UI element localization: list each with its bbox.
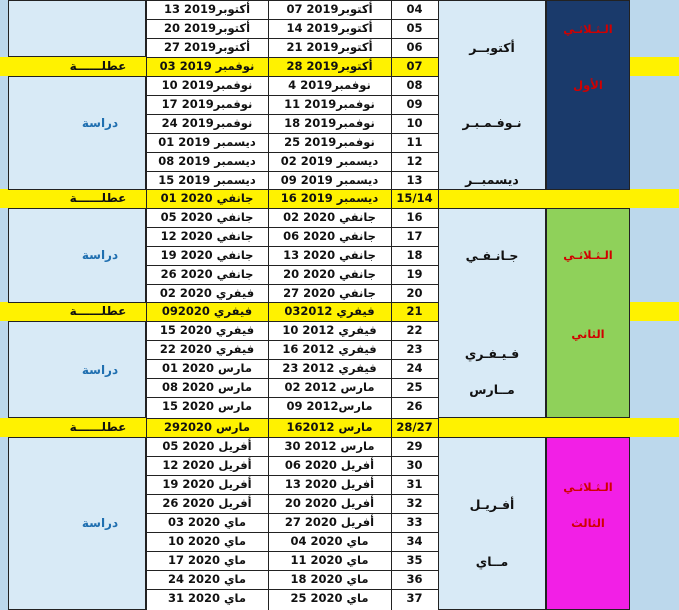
week-number: 34 [406, 534, 423, 548]
week-number: 10 [406, 116, 423, 130]
week-start: 11 ماي 2020 [290, 553, 369, 567]
month-label: مــاي [475, 554, 509, 569]
week-end: 24 نوفمبر2019 [161, 116, 253, 130]
week-number: 17 [406, 229, 423, 243]
week-start: 27 جانفي 2020 [283, 286, 376, 300]
week-number: 12 [406, 154, 423, 168]
month-label: نـوفـمـبـر [462, 115, 522, 130]
week-end: 31 ماي 2020 [167, 591, 246, 605]
week-end: 29مارس 2020 [164, 420, 250, 434]
week-number: 23 [406, 342, 423, 356]
week-number: 32 [406, 496, 423, 510]
week-number: 24 [406, 361, 423, 375]
month-label: فـيـفـري [464, 346, 520, 361]
week-number: 09 [406, 97, 423, 111]
study-note: دراسة [81, 516, 119, 530]
holiday-label: عطلــــــة [69, 191, 127, 205]
week-number: 11 [406, 135, 423, 149]
week-start: 10 فيفري 2012 [282, 323, 377, 337]
week-end: 13 أكتوبر2019 [163, 2, 251, 16]
month-label: مــارس [469, 382, 515, 397]
week-start: 06 أفريل 2020 [284, 458, 375, 472]
week-end: 19 أفريل 2020 [162, 477, 252, 491]
week-number: 26 [406, 399, 423, 413]
week-start: 13 جانفي 2020 [283, 248, 376, 262]
week-start: 25 ماي 2020 [290, 591, 369, 605]
week-end: 27 أكتوبر2019 [163, 40, 251, 54]
week-start: 02 مارس 2012 [284, 380, 375, 394]
week-number: 28/27 [396, 420, 433, 434]
week-number: 08 [406, 78, 423, 92]
week-end: 15 ديسمبر 2019 [158, 173, 256, 187]
week-start: 14 أكتوبر2019 [286, 21, 373, 35]
grid-line [438, 0, 439, 610]
term-label: الـثـلاثـي [563, 248, 613, 262]
week-start: 28 أكتوبر2019 [286, 59, 373, 73]
week-end: 01 جانفي 2020 [160, 191, 254, 205]
week-end: 01 مارس 2020 [162, 361, 252, 375]
week-number: 04 [406, 2, 423, 16]
week-number: 06 [406, 40, 423, 54]
week-end: 19 جانفي 2020 [160, 248, 254, 262]
week-number: 21 [406, 304, 423, 318]
week-end: 02 فيفري 2020 [159, 286, 255, 300]
week-start: 02 ديسمبر 2019 [280, 154, 379, 168]
week-end: 03 نوفمبر 2019 [159, 59, 255, 73]
week-start: 4 نوفمبر2019 [288, 78, 371, 92]
week-start: 07 أكتوبر2019 [286, 2, 373, 16]
term-label: الثاني [571, 327, 605, 341]
week-number: 13 [406, 173, 423, 187]
week-number: 19 [406, 267, 423, 281]
week-start: 30 مارس 2012 [284, 439, 375, 453]
holiday-label: عطلــــــة [69, 420, 127, 434]
month-col-3 [438, 437, 546, 610]
week-start: 23 فيفري 2012 [282, 361, 377, 375]
month-label: أكتوبــر [469, 40, 515, 55]
month-label: جـانـفـي [465, 248, 519, 263]
week-number: 20 [406, 286, 423, 300]
week-start: 04 ماي 2020 [290, 534, 369, 548]
week-number: 18 [406, 248, 423, 262]
week-start: 06 جانفي 2020 [283, 229, 376, 243]
week-end: 05 جانفي 2020 [160, 210, 254, 224]
week-number: 22 [406, 323, 423, 337]
week-end: 03 ماي 2020 [167, 515, 246, 529]
week-end: 10 ماي 2020 [167, 534, 246, 548]
week-end: 17 ماي 2020 [167, 553, 246, 567]
week-start: 02 جانفي 2020 [283, 210, 376, 224]
month-label: أفـريـل [469, 497, 515, 512]
note-col-1 [8, 76, 146, 190]
week-number: 25 [406, 380, 423, 394]
week-end: 24 ماي 2020 [167, 572, 246, 586]
week-start: 16مارس 2012 [286, 420, 373, 434]
week-end: 20 أكتوبر2019 [163, 21, 251, 35]
week-end: 12 جانفي 2020 [160, 229, 254, 243]
week-start: 25 نوفمبر2019 [284, 135, 375, 149]
week-end: 08 ديسمبر 2019 [158, 154, 256, 168]
term-label: الـثـلاثـي [563, 22, 613, 36]
week-start: 13 أفريل 2020 [284, 477, 375, 491]
week-start: 09 ديسمبر 2019 [280, 173, 379, 187]
study-note: دراسة [81, 116, 119, 130]
term2-block [546, 208, 630, 418]
week-end: 15 مارس 2020 [162, 399, 252, 413]
week-number: 15/14 [396, 191, 433, 205]
week-start: 27 أفريل 2020 [284, 515, 375, 529]
week-start: 09 مارس2012 [286, 399, 373, 413]
term-label: الـثـلاثـي [563, 480, 613, 494]
week-number: 31 [406, 477, 423, 491]
week-end: 17 نوفمبر2019 [161, 97, 253, 111]
week-end: 15 فيفري 2020 [159, 323, 255, 337]
week-number: 30 [406, 458, 423, 472]
note-col-0 [8, 0, 146, 57]
week-end: 10 نوفمبر2019 [161, 78, 253, 92]
week-number: 37 [406, 591, 423, 605]
month-label: ديسمبــر [465, 172, 519, 187]
week-number: 36 [406, 572, 423, 586]
month-col-1 [438, 0, 546, 190]
week-start: 16 ديسمبر 2019 [280, 191, 379, 205]
week-start: 16 فيفري 2012 [282, 342, 377, 356]
week-number: 05 [406, 21, 423, 35]
week-number: 29 [406, 439, 423, 453]
week-start: 20 جانفي 2020 [283, 267, 376, 281]
week-end: 26 أفريل 2020 [162, 496, 252, 510]
week-number: 35 [406, 553, 423, 567]
week-start: 11 نوفمبر2019 [284, 97, 375, 111]
week-number: 07 [406, 59, 423, 73]
holiday-label: عطلــــــة [69, 59, 127, 73]
study-note: دراسة [81, 248, 119, 262]
term-label: الأول [573, 78, 603, 92]
week-end: 12 أفريل 2020 [162, 458, 252, 472]
week-end: 22 فيفري 2020 [159, 342, 255, 356]
week-start: 18 ماي 2020 [290, 572, 369, 586]
week-end: 05 أفريل 2020 [162, 439, 252, 453]
week-start: 20 أفريل 2020 [284, 496, 375, 510]
week-end: 09فيفري 2020 [161, 304, 253, 318]
study-note: دراسة [81, 363, 119, 377]
week-end: 08 مارس 2020 [162, 380, 252, 394]
term-label: الثالث [571, 516, 605, 530]
week-end: 01 ديسمبر 2019 [158, 135, 256, 149]
week-start: 18 نوفمبر2019 [284, 116, 375, 130]
holiday-label: عطلــــــة [69, 304, 127, 318]
week-start: 21 أكتوبر2019 [286, 40, 373, 54]
week-number: 16 [406, 210, 423, 224]
week-number: 33 [406, 515, 423, 529]
week-start: 03فيفري 2012 [284, 304, 375, 318]
week-end: 26 جانفي 2020 [160, 267, 254, 281]
